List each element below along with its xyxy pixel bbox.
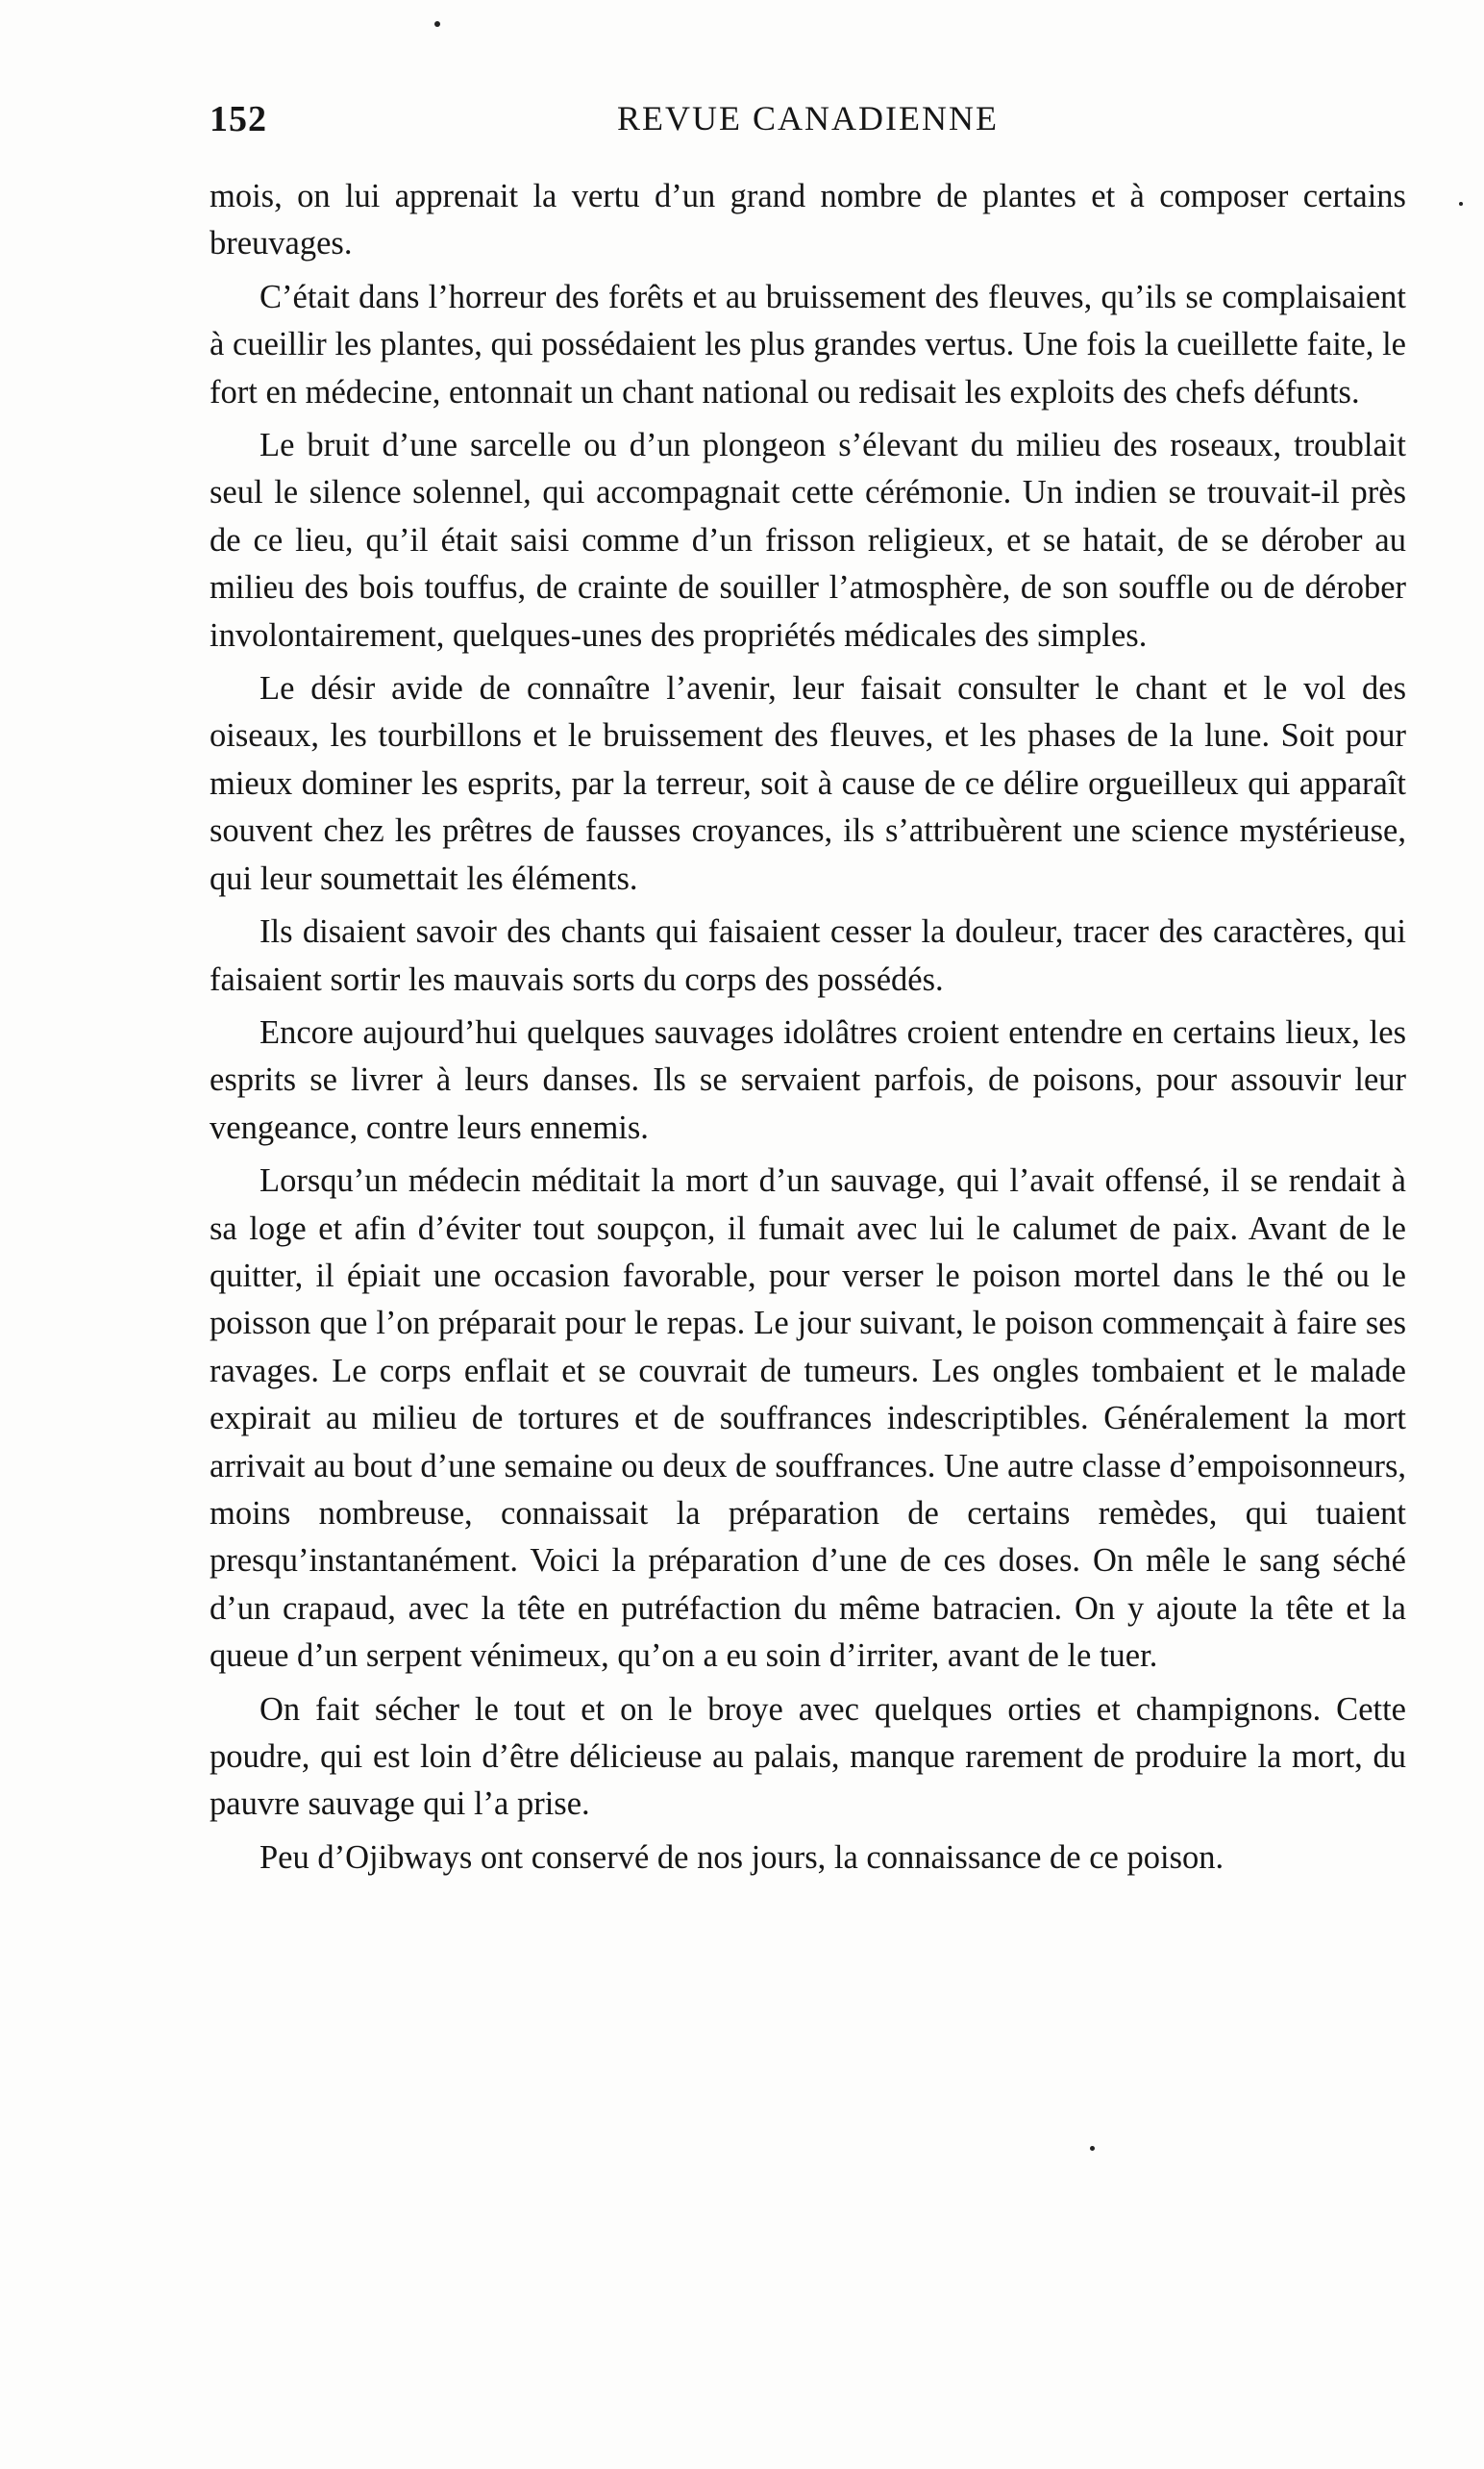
paragraph: Lorsqu’un médecin méditait la mort d’un sauvage, qui l’avait offensé, il se rendait à sa loge et afin d’éviter tout soupçon, il fumait avec lui le calumet de paix. Avant de le quitter, il épiait une occasion favorable, pour verser le poison mortel dans le thé ou le poisson que l’on préparait pour le repas. Le jour suivant, le poison commençait à faire ses ravages. Le corps enflait et se couvrait de tumeurs. Les ongles tombaient et le malade expirait au milieu de tortures et de souffrances indescriptibles. Généralement la mort arrivait au bout d’une semaine ou deux de souffrances. Une autre classe d’empoisonneurs, moins nombreuse, connaissait la préparation de certains remèdes, qui tuaient presqu’instantanément. Voici la préparation d’une de ces doses. On mêle le sang séché d’un crapaud, avec la tête en putréfaction du même batracien. On y ajoute la tête et la queue d’un serpent vénimeux, qu’on a eu soin d’irriter, avant de le tuer. <box>210 1162 1406 1675</box>
paragraph: mois, on lui apprenait la vertu d’un grand nombre de plantes et à composer certains breuvages. <box>210 178 1406 262</box>
ink-speck <box>1459 202 1463 206</box>
paragraph: C’était dans l’horreur des forêts et au bruissement des fleuves, qu’ils se complaisaient à cueillir les plantes, qui possédaient les plus grandes vertus. Une fois la cueillette faite, le fort en médecine, entonnait un chant national ou redisait les exploits des chefs défunts. <box>210 278 1406 411</box>
paragraph: Encore aujourd’hui quelques sauvages idolâtres croient entendre en certains lieux, les esprits se livrer à leurs danses. Ils se servaient parfois, de poisons, pour assouvir leur vengeance, contre leurs ennemis. <box>210 1013 1406 1146</box>
ink-speck <box>434 21 440 27</box>
page-number: 152 <box>210 99 267 139</box>
paragraph: On fait sécher le tout et on le broye avec quelques orties et champignons. Cette poudre, qui est loin d’être délicieuse au palais, manque rarement de produire la mort, du pauvre sauvage qui l’a prise. <box>210 1690 1406 1823</box>
paragraph: Le désir avide de connaître l’avenir, leur faisait consulter le chant et le vol des oiseaux, les tourbillons et le bruissement des fleuves, et les phases de la lune. Soit pour mieux dominer les esprits, par la terreur, soit à cause de ce délire orgueilleux qui apparaît souvent chez les prêtres de fausses croyances, ils s’attribuèrent une science mystérieuse, qui leur soumettait les éléments. <box>210 670 1406 897</box>
paragraph: Peu d’Ojibways ont conservé de nos jours, la connaissance de ce poison. <box>260 1838 1224 1876</box>
paragraph: Le bruit d’une sarcelle ou d’un plongeon s’élevant du milieu des roseaux, troublait seul le silence solennel, qui accompagnait cette cérémonie. Un indien se trouvait-il près de ce lieu, qu’il était saisi comme d’un frisson religieux, et se hatait, de se dérober au milieu des bois touffus, de crainte de souiller l’atmosphère, de son souffle ou de dérober involontairement, quelques-unes des propriétés médicales des simples. <box>210 427 1406 654</box>
ink-speck <box>1090 2146 1095 2151</box>
paragraph: Ils disaient savoir des chants qui faisaient cesser la douleur, tracer des caractères, qui faisaient sortir les mauvais sorts du corps des possédés. <box>210 913 1406 998</box>
page-header <box>210 98 1406 156</box>
body-text <box>210 173 1406 1887</box>
running-head: REVUE CANADIENNE <box>617 99 999 137</box>
